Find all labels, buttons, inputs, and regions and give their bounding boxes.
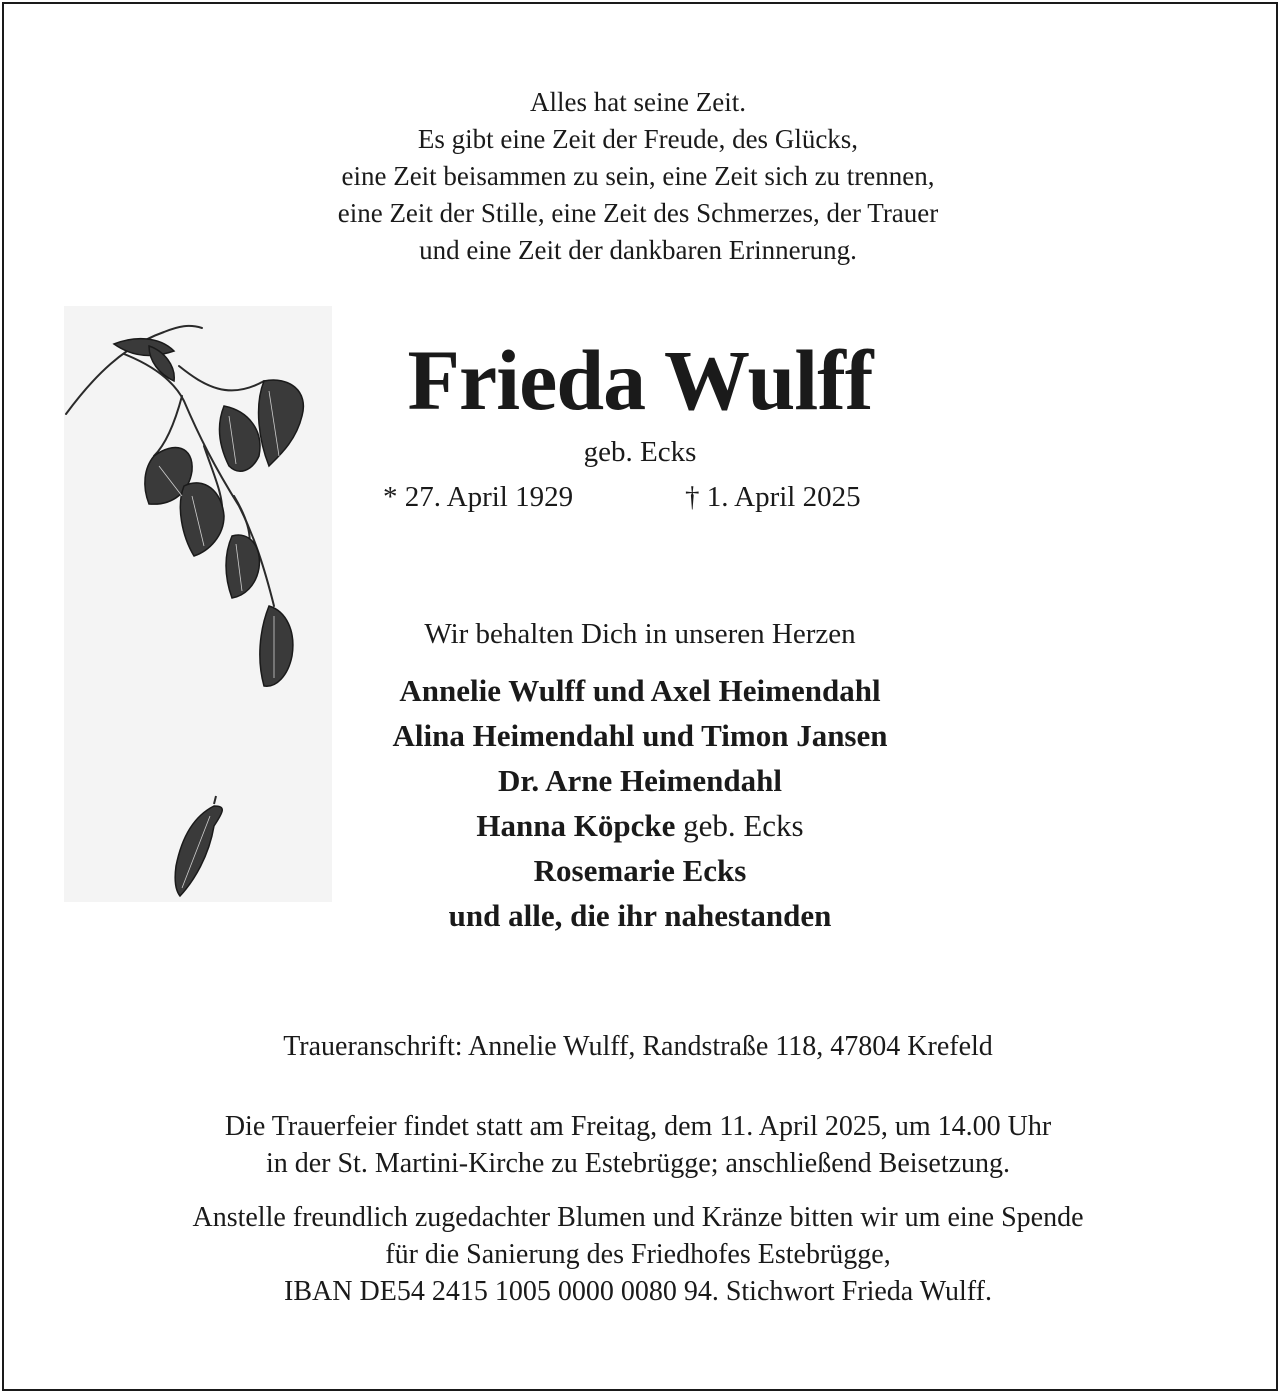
- mourner-line: [260, 893, 1020, 938]
- motto-line: Es gibt eine Zeit der Freude, des Glücks,: [417, 124, 859, 154]
- deceased-name: Frieda Wulff: [407, 332, 873, 428]
- funeral-service-info: [0, 1108, 1276, 1182]
- mourning-address: Traueranschrift: Annelie Wulff, Randstraße 118, 47804 Krefeld: [283, 1031, 993, 1062]
- birth-date: * 27. April 1929: [383, 481, 574, 513]
- mourner-line: [260, 848, 1020, 893]
- donation-line: Anstelle freundlich zugedachter Blumen und Kränze bitten wir um eine Spende: [192, 1202, 1084, 1233]
- mourner-line: [260, 803, 1020, 848]
- mourner-line: [260, 758, 1020, 803]
- mourner-line: [260, 668, 1020, 713]
- motto-line: eine Zeit der Stille, eine Zeit des Schmerzes, der Trauer: [337, 198, 939, 228]
- death-date: † 1. April 2025: [685, 481, 861, 513]
- mourner-name: und alle, die ihr nahestanden: [448, 898, 832, 933]
- service-line: in der St. Martini-Kirche zu Estebrügge; anschließend Beisetzung.: [265, 1148, 1011, 1179]
- donation-line: IBAN DE54 2415 1005 0000 0080 94. Stichwort Frieda Wulff.: [284, 1276, 992, 1307]
- mourner-name: Alina Heimendahl und Timon Jansen: [392, 718, 888, 753]
- mourner-note: geb. Ecks: [675, 808, 804, 843]
- motto-line: Alles hat seine Zeit.: [530, 87, 746, 117]
- motto-line: eine Zeit beisammen zu sein, eine Zeit sich zu trennen,: [341, 161, 935, 191]
- mourner-line: [260, 713, 1020, 758]
- motto-line: und eine Zeit der dankbaren Erinnerung.: [419, 235, 857, 265]
- mourner-name: Dr. Arne Heimendahl: [498, 763, 782, 798]
- deceased-birth-name: geb. Ecks: [583, 436, 697, 468]
- mourners-intro: Wir behalten Dich in unseren Herzen: [424, 618, 856, 650]
- mourners-list: [260, 668, 1020, 938]
- donation-info: [0, 1199, 1276, 1310]
- mourner-name: Hanna Köpcke: [476, 808, 676, 843]
- motto: [0, 84, 1276, 269]
- donation-line: für die Sanierung des Friedhofes Estebrügge,: [385, 1239, 891, 1270]
- mourner-name: Rosemarie Ecks: [533, 853, 747, 888]
- service-line: Die Trauerfeier findet statt am Freitag, dem 11. April 2025, um 14.00 Uhr: [224, 1111, 1052, 1142]
- mourner-name: Annelie Wulff und Axel Heimendahl: [399, 673, 881, 708]
